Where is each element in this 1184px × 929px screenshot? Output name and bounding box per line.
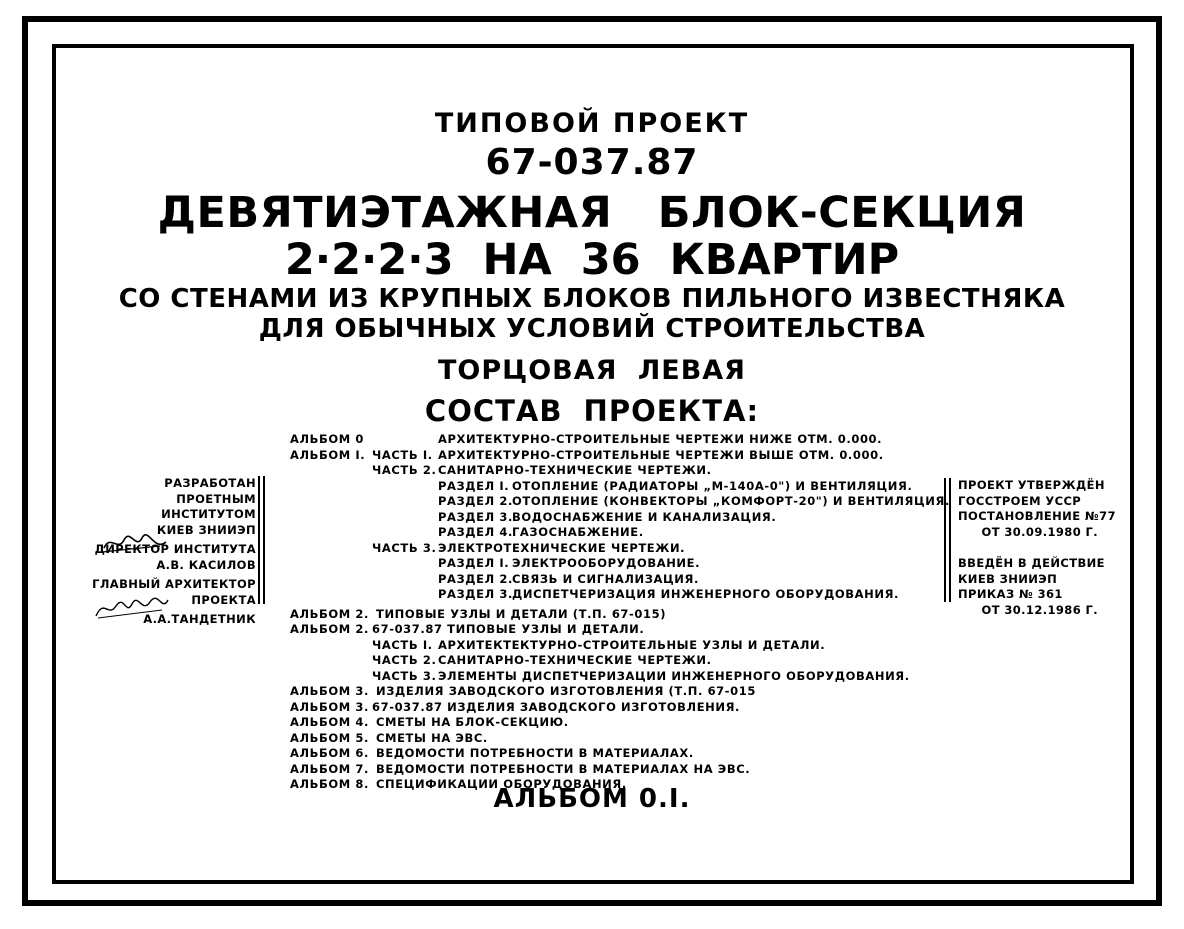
album-label: АЛЬБОМ 0.I.: [493, 784, 691, 814]
building-title: ДЕВЯТИЭТАЖНАЯ БЛОК-СЕКЦИЯ: [157, 188, 1027, 238]
developer-block: РАЗРАБОТАН ПРОЕТНЫМ ИНСТИТУТОМ КИЕВ ЗНИИЭП ДИРЕКТОР ИНСТИТУТА А.В. КАСИЛОВ ГЛАВНЫЙ АРХИТЕКТОР ПРОЕКТА А.А.ТАНДЕТНИК: [92, 476, 256, 626]
project-type-heading: ТИПОВОЙ ПРОЕКТ: [434, 108, 750, 139]
left-divider: [258, 476, 265, 604]
director-signature: [100, 530, 170, 556]
architect-signature: [92, 592, 172, 622]
building-subtitle: 2·2·2·3 НА 36 КВАРТИР: [284, 235, 900, 285]
project-number: 67-037.87: [485, 142, 699, 183]
wall-description: СО СТЕНАМИ ИЗ КРУПНЫХ БЛОКОВ ПИЛЬНОГО ИЗВЕСТНЯКА: [118, 284, 1066, 314]
section-type: ТОРЦОВАЯ ЛЕВАЯ: [438, 355, 746, 386]
approval-block: ПРОЕКТ УТВЕРЖДЁН ГОССТРОЕМ УССР ПОСТАНОВЛЕНИЕ №77 ОТ 30.09.1980 Г. ВВЕДЁН В ДЕЙСТВИЕ КИЕВ ЗНИИЭП ПРИКАЗ № 361 ОТ 30.12.1986 Г.: [958, 478, 1116, 617]
right-divider: [944, 478, 951, 602]
conditions-description: ДЛЯ ОБЫЧНЫХ УСЛОВИЙ СТРОИТЕЛЬСТВА: [258, 314, 926, 344]
contents-heading: СОСТАВ ПРОЕКТА:: [424, 394, 760, 428]
